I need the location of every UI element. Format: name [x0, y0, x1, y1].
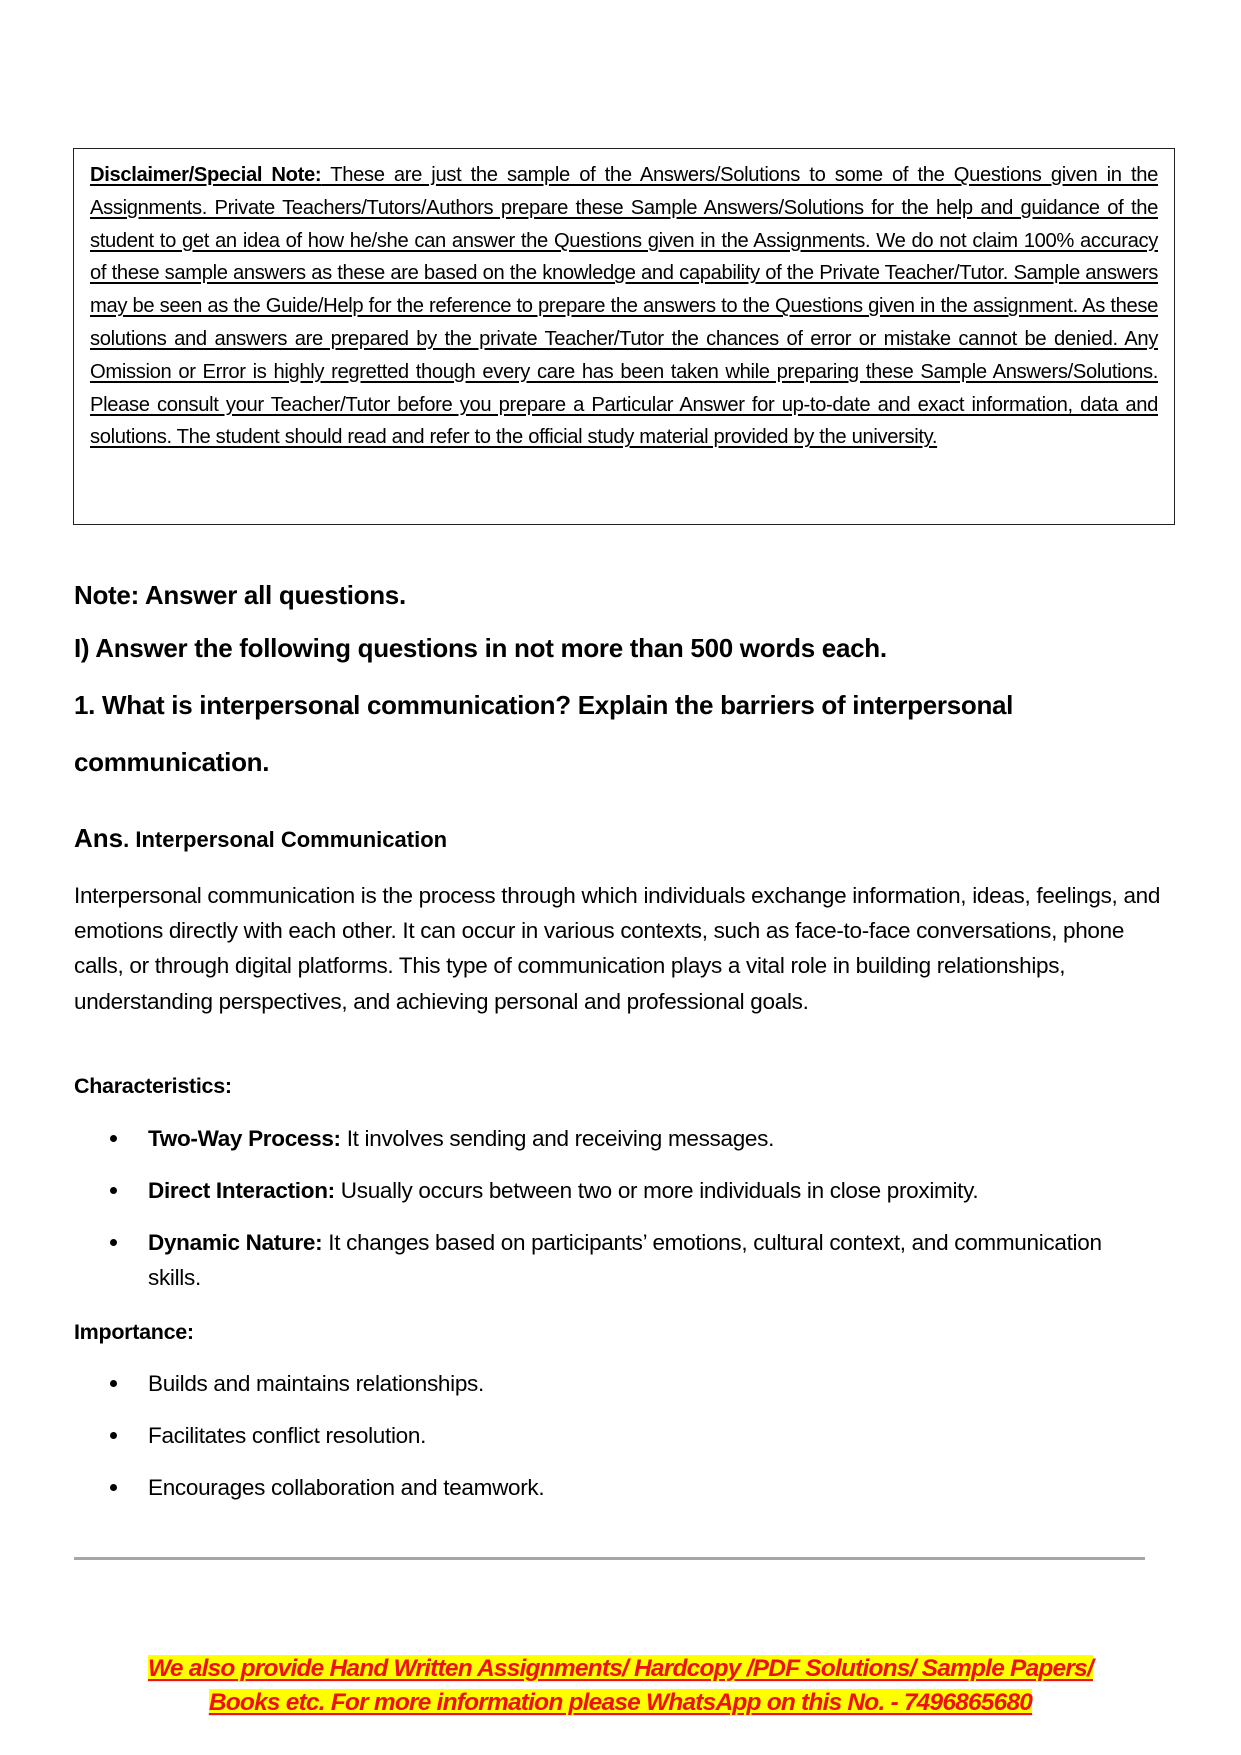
- importance-heading: Importance:: [74, 1320, 194, 1344]
- footer-divider: [74, 1557, 1145, 1560]
- answer-heading: [74, 823, 447, 854]
- item-label: Two-Way Process:: [148, 1126, 341, 1151]
- footer-promo: [0, 1652, 1241, 1720]
- item-text: Builds and maintains relationships.: [148, 1371, 484, 1396]
- bullet-icon: [110, 1135, 117, 1142]
- bullet-icon: [110, 1484, 117, 1491]
- item-text: It changes based on participants’ emotions, cultural context, and communication skills.: [148, 1230, 1102, 1290]
- disclaimer-body: These are just the sample of the Answers/Solutions to some of the Questions given in the Assignments. Private Teachers/Tutors/Authors prepare these Sample Answers/Solutions for the help and guidance of the student to get an idea of how he/she can answer the Questions given in the Assignments. We do not claim 100% accuracy of these sample answers as these are based on the knowledge and capability of the Private Teacher/Tutor. Sample answers may be seen as the Guide/Help for the reference to prepare the answers to the Questions given in the assignment. As these solutions and answers are prepared by the private Teacher/Tutor the chances of error or mistake cannot be denied. Any Omission or Error is highly regretted though every care has been taken while preparing these Sample Answers/Solutions. Please consult your Teacher/Tutor before you prepare a Particular Answer for up-to-date and exact information, data and solutions. The student should read and refer to the official study material provided by the university.: [90, 164, 1158, 449]
- list-item: [110, 1121, 1110, 1156]
- list-item: [110, 1225, 1110, 1295]
- item-text: Encourages collaboration and teamwork.: [148, 1475, 545, 1500]
- disclaimer-label: Disclaimer/Special Note:: [90, 164, 322, 186]
- importance-list: [110, 1366, 1110, 1505]
- bullet-icon: [110, 1187, 117, 1194]
- bullet-icon: [110, 1380, 117, 1387]
- note-heading: Note: Answer all questions.: [74, 580, 406, 610]
- bullet-icon: [110, 1432, 117, 1439]
- promo-line-1: We also provide Hand Written Assignments/ Hardcopy /PDF Solutions/ Sample Papers/: [148, 1655, 1093, 1682]
- item-text: Usually occurs between two or more individuals in close proximity.: [334, 1178, 979, 1203]
- disclaimer-box: [73, 148, 1175, 525]
- disclaimer-text: [90, 159, 1158, 454]
- section-heading: I) Answer the following questions in not more than 500 words each.: [74, 633, 887, 663]
- answer-title: Interpersonal Communication: [135, 827, 448, 852]
- list-item: [110, 1470, 1110, 1505]
- promo-line-2: Books etc. For more information please WhatsApp on this No. - 7496865680: [208, 1689, 1033, 1716]
- question-heading-line1: 1. What is interpersonal communication? Explain the barriers of interpersonal: [74, 690, 1014, 720]
- list-item: [110, 1366, 1110, 1401]
- list-item: [110, 1173, 1110, 1208]
- answer-dot: .: [123, 827, 136, 852]
- answer-intro-paragraph: Interpersonal communication is the process through which individuals exchange information, ideas, feelings, and emotions directly with each other. It can occur in various contexts, such as face-to-face conversations, phone calls, or through digital platforms. This type of communication plays a vital role in building relationships, understanding perspectives, and achieving personal and professional goals.: [74, 883, 1161, 1014]
- item-label: Direct Interaction:: [148, 1178, 335, 1203]
- characteristics-heading: Characteristics:: [74, 1074, 232, 1098]
- question-heading-line2: communication.: [74, 747, 270, 777]
- list-item: [110, 1418, 1110, 1453]
- characteristics-list: [110, 1121, 1110, 1295]
- item-label: Dynamic Nature:: [148, 1230, 323, 1255]
- item-text: It involves sending and receiving messages.: [340, 1126, 775, 1151]
- item-text: Facilitates conflict resolution.: [148, 1423, 427, 1448]
- bullet-icon: [110, 1239, 117, 1246]
- answer-prefix: Ans: [74, 823, 124, 853]
